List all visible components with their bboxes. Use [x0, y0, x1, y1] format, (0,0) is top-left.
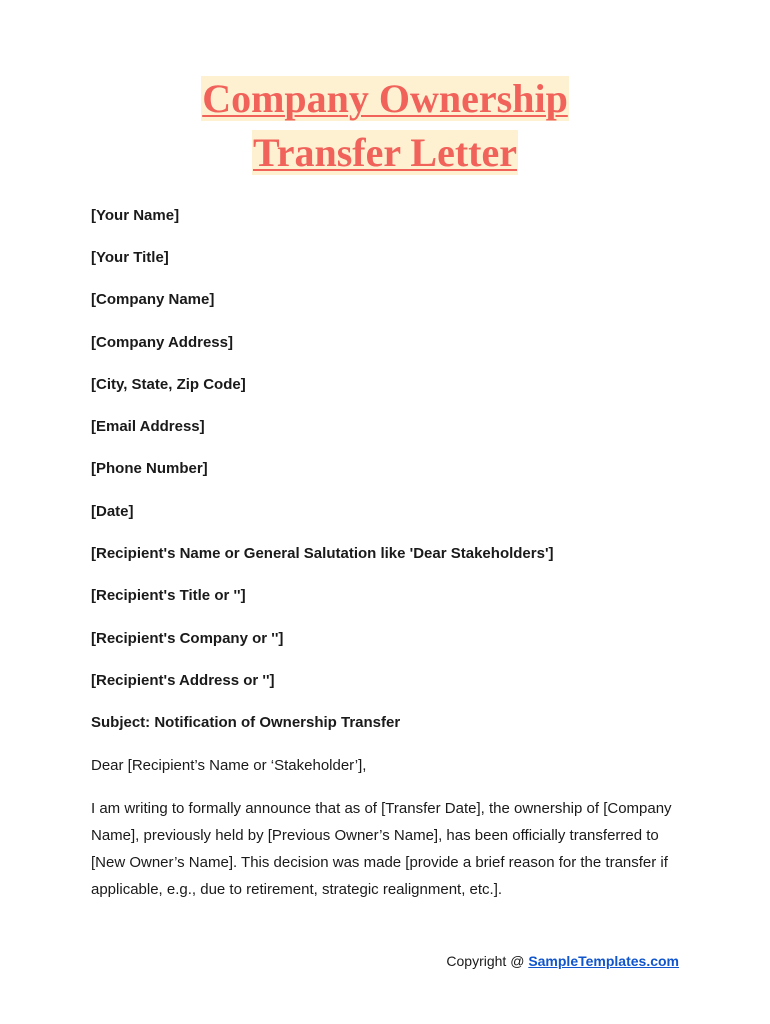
letter-date: [Date] [91, 503, 134, 520]
recipient-title: [Recipient's Title or ''] [91, 587, 246, 604]
greeting: Dear [Recipient’s Name or ‘Stakeholder’], [91, 757, 367, 774]
title-line-2: Transfer Letter [253, 130, 517, 175]
recipient-name: [Recipient's Name or General Salutation like 'Dear Stakeholders'] [91, 545, 554, 562]
body-paragraph: I am writing to formally announce that as of [Transfer Date], the ownership of [Company Name], previously held by [Previous Owner’s Name], has been officially transferred to [New Owner’s Name]. This decision was made [provide a brief reason for the transfer if applicable, e.g., due to retirement, strategic realignment, etc.]. [91, 800, 672, 898]
document-title [0, 76, 770, 184]
sender-email: [Email Address] [91, 418, 205, 435]
footer-copyright [446, 953, 679, 969]
subject-line: Subject: Notification of Ownership Transfer [91, 714, 401, 731]
sender-company: [Company Name] [91, 291, 215, 308]
sender-name: [Your Name] [91, 207, 180, 224]
recipient-company: [Recipient's Company or ''] [91, 630, 284, 647]
copyright-prefix: Copyright @ [446, 953, 529, 969]
sender-city-state-zip: [City, State, Zip Code] [91, 376, 246, 393]
sampletemplates-link[interactable]: SampleTemplates.com [528, 953, 679, 969]
sender-phone: [Phone Number] [91, 460, 208, 477]
recipient-address: [Recipient's Address or ''] [91, 672, 275, 689]
title-line-1: Company Ownership [202, 76, 568, 121]
sender-title: [Your Title] [91, 249, 169, 266]
sender-address: [Company Address] [91, 334, 233, 351]
